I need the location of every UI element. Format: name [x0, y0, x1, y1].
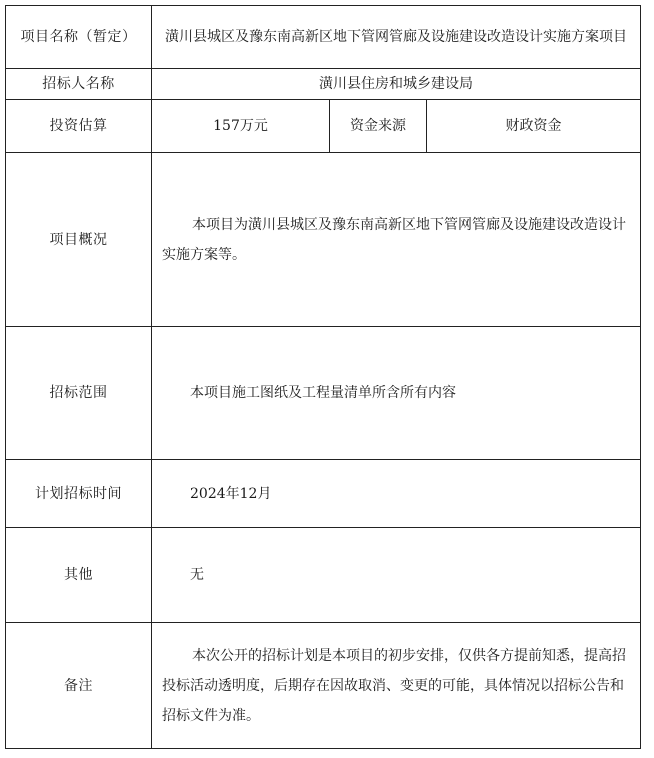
other-label: 其他: [6, 528, 152, 623]
row-other: [6, 528, 641, 623]
row-remarks: [6, 623, 641, 749]
remarks-value: 本次公开的招标计划是本项目的初步安排，仅供各方提前知悉，提高招投标活动透明度，后期存在因故取消、变更的可能，具体情况以招标公告和招标文件为准。: [152, 623, 641, 749]
schedule-value: 2024年12月: [152, 460, 641, 528]
project-name-label: 项目名称（暂定）: [6, 6, 152, 69]
overview-value: 本项目为潢川县城区及豫东南高新区地下管网管廊及设施建设改造设计实施方案等。: [152, 153, 641, 327]
scope-value: 本项目施工图纸及工程量清单所含所有内容: [152, 327, 641, 460]
scope-label: 招标范围: [6, 327, 152, 460]
row-schedule: [6, 460, 641, 528]
other-value: 无: [152, 528, 641, 623]
investment-value: 157万元: [152, 100, 330, 153]
fund-source-label: 资金来源: [330, 100, 427, 153]
row-investment: [6, 100, 641, 153]
row-overview: [6, 153, 641, 327]
tenderer-value: 潢川县住房和城乡建设局: [152, 69, 641, 100]
fund-source-value: 财政资金: [427, 100, 641, 153]
row-scope: [6, 327, 641, 460]
tenderer-label: 招标人名称: [6, 69, 152, 100]
project-name-value: 潢川县城区及豫东南高新区地下管网管廊及设施建设改造设计实施方案项目: [152, 6, 641, 69]
row-tenderer: [6, 69, 641, 100]
overview-label: 项目概况: [6, 153, 152, 327]
remarks-label: 备注: [6, 623, 152, 749]
investment-label: 投资估算: [6, 100, 152, 153]
schedule-label: 计划招标时间: [6, 460, 152, 528]
row-project-name: [6, 6, 641, 69]
tender-plan-table: [5, 5, 641, 749]
